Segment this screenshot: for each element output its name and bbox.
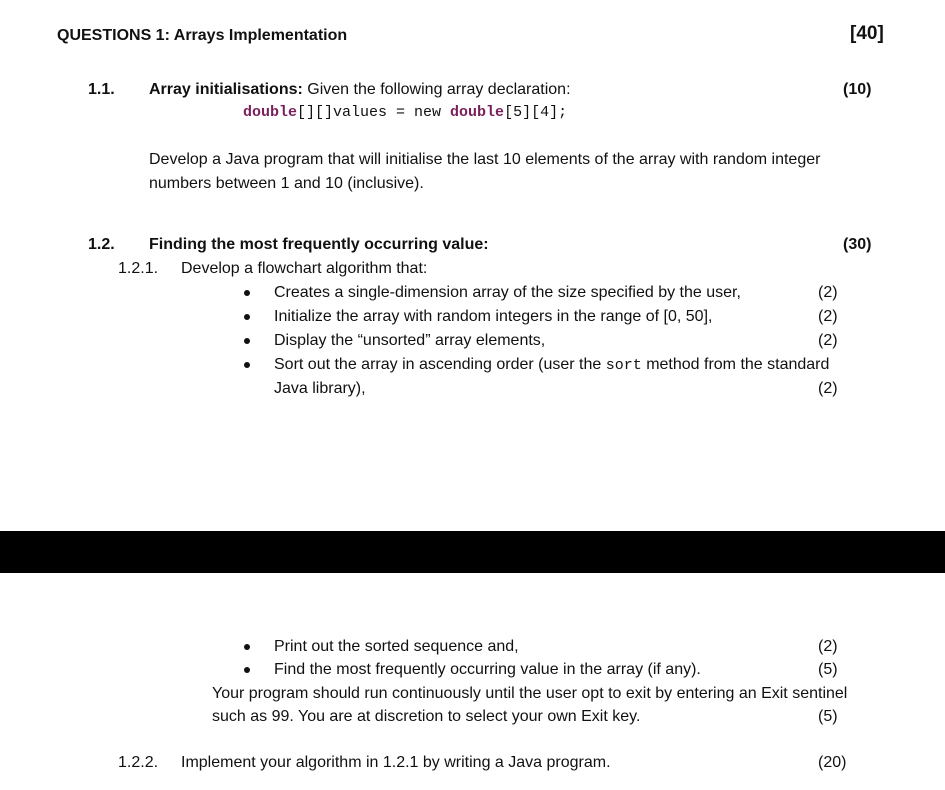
bullet-marks: (5) <box>818 661 838 678</box>
question-1-2-heading: Finding the most frequently occurring value: <box>149 236 489 253</box>
question-1-2-2-text: Implement your algorithm in 1.2.1 by writing a Java program. <box>181 754 611 771</box>
question-1-1-intro: Given the following array declaration: <box>302 81 571 98</box>
code-part-2: [5][4]; <box>504 104 568 121</box>
bullet-dot <box>244 644 250 650</box>
question-1-1-marks: (10) <box>843 81 872 98</box>
continuous-text-line-2: such as 99. You are at discretion to select your own Exit key. <box>212 708 641 725</box>
question-1-1-heading <box>149 80 571 100</box>
black-bar <box>0 531 945 573</box>
bullet-dot <box>244 314 250 320</box>
bullet-text <box>274 355 829 376</box>
total-marks: [40] <box>850 23 884 44</box>
code-sort: sort <box>605 357 642 374</box>
bullet-text-before: Sort out the array in ascending order (user the <box>274 356 606 373</box>
question-1-1-body-line-2: numbers between 1 and 10 (inclusive). <box>149 175 424 192</box>
question-1-2-1-text: Develop a flowchart algorithm that: <box>181 260 428 277</box>
bullet-text-line-2: Java library), <box>274 380 366 397</box>
question-number-1-2-1: 1.2.1. <box>118 260 159 277</box>
bullet-dot <box>244 290 250 296</box>
page-title: QUESTIONS 1: Arrays Implementation <box>57 27 348 44</box>
bullet-dot <box>244 362 250 368</box>
continuous-text-line-1: Your program should run continuously until the user opt to exit by entering an Exit sentinel <box>212 685 848 702</box>
bullet-text: Initialize the array with random integers in the range of [0, 50], <box>274 308 713 325</box>
bullet-text: Print out the sorted sequence and, <box>274 638 519 655</box>
bullet-text: Display the “unsorted” array elements, <box>274 332 546 349</box>
question-number-1-2-2: 1.2.2. <box>118 754 159 771</box>
bullet-marks: (2) <box>818 638 838 655</box>
question-1-1-title: Array initialisations: <box>149 81 303 98</box>
code-keyword-double-2: double <box>450 104 505 121</box>
question-1-2-2-marks: (20) <box>818 754 847 771</box>
code-keyword-double-1: double <box>243 104 298 121</box>
bullet-dot <box>244 667 250 673</box>
bullet-text: Creates a single-dimension array of the size specified by the user, <box>274 284 741 301</box>
code-declaration <box>243 103 567 123</box>
bullet-text: Find the most frequently occurring value in the array (if any). <box>274 661 701 678</box>
bullet-marks: (2) <box>818 332 838 349</box>
question-number-1-1: 1.1. <box>88 81 115 98</box>
question-number-1-2: 1.2. <box>88 236 115 253</box>
bullet-marks: (2) <box>818 308 838 325</box>
bullet-marks: (2) <box>818 380 838 397</box>
code-part-1: [][]values = new <box>297 104 451 121</box>
bullet-text-after: method from the standard <box>641 356 830 373</box>
question-1-2-marks: (30) <box>843 236 872 253</box>
bullet-dot <box>244 338 250 344</box>
continuous-marks: (5) <box>818 708 838 725</box>
bullet-marks: (2) <box>818 284 838 301</box>
question-1-1-body-line-1: Develop a Java program that will initialise the last 10 elements of the array with random integer <box>149 151 821 168</box>
